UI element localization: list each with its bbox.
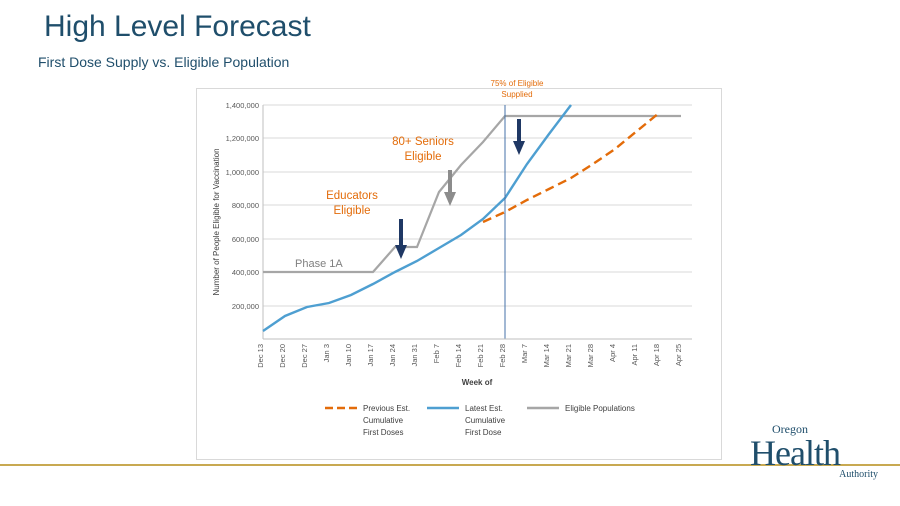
x-tick-label: Feb 28 [498, 344, 507, 368]
annotation-supply-line1: 75% of Eligible [490, 79, 544, 88]
y-tick-label: 200,000 [231, 302, 259, 311]
x-tick-label: Jan 10 [344, 344, 353, 367]
y-axis-title: Number of People Eligible for Vaccination [212, 148, 221, 296]
y-tick-label: 1,400,000 [225, 101, 259, 110]
chart-container [196, 79, 722, 460]
legend-latest-est-line3: First Dose [465, 428, 502, 437]
annotation-seniors-line1: 80+ Seniors [392, 136, 454, 148]
x-tick-label: Jan 31 [410, 344, 419, 367]
x-tick-label: Apr 18 [652, 344, 661, 367]
x-tick-label: Feb 14 [454, 344, 463, 368]
y-tick-label: 1,000,000 [225, 168, 259, 177]
x-tick-label: Mar 14 [542, 344, 551, 368]
x-tick-label: Apr 25 [674, 344, 683, 367]
page-subtitle: First Dose Supply vs. Eligible Population [38, 54, 290, 70]
forecast-line-chart [197, 79, 721, 459]
x-axis-title: Week of [461, 378, 493, 387]
chart-background [197, 89, 721, 459]
annotation-supply-line2: Supplied [501, 90, 533, 99]
annotation-phase-1a: Phase 1A [295, 258, 343, 270]
legend-latest-est-line1: Latest Est. [465, 404, 503, 413]
x-tick-label: Mar 21 [564, 344, 573, 368]
logo-line-oregon: Oregon [772, 422, 808, 436]
x-tick-label: Feb 21 [476, 344, 485, 368]
logo-line-authority: Authority [839, 469, 878, 480]
x-tick-label: Jan 17 [366, 344, 375, 367]
x-tick-label: Dec 20 [278, 344, 287, 368]
x-tick-label: Feb 7 [432, 344, 441, 364]
x-tick-label: Apr 11 [630, 344, 639, 366]
annotation-seniors-line2: Eligible [404, 151, 442, 163]
y-tick-label: 800,000 [231, 201, 259, 210]
y-tick-label: 600,000 [231, 235, 259, 244]
y-tick-label: 400,000 [231, 268, 259, 277]
legend-latest-est-line2: Cumulative [465, 416, 506, 425]
legend-previous-est-line1: Previous Est. [363, 404, 411, 413]
x-tick-label: Mar 7 [520, 344, 529, 364]
x-tick-label: Dec 13 [256, 344, 265, 368]
page-title: High Level Forecast [44, 10, 311, 43]
logo-line-health: Health [750, 433, 840, 473]
legend-eligible-populations-line1: Eligible Populations [565, 404, 635, 413]
x-tick-label: Jan 24 [388, 344, 397, 367]
oha-logo [750, 422, 880, 484]
annotation-educators-line2: Eligible [333, 205, 371, 217]
x-tick-label: Apr 4 [608, 344, 617, 362]
y-tick-label: 1,200,000 [225, 134, 259, 143]
x-tick-label: Jan 3 [322, 344, 331, 363]
legend-previous-est-line3: First Doses [363, 428, 404, 437]
annotation-educators-line1: Educators [326, 190, 378, 202]
x-tick-label: Mar 28 [586, 344, 595, 368]
x-tick-label: Dec 27 [300, 344, 309, 368]
legend-previous-est-line2: Cumulative [363, 416, 404, 425]
